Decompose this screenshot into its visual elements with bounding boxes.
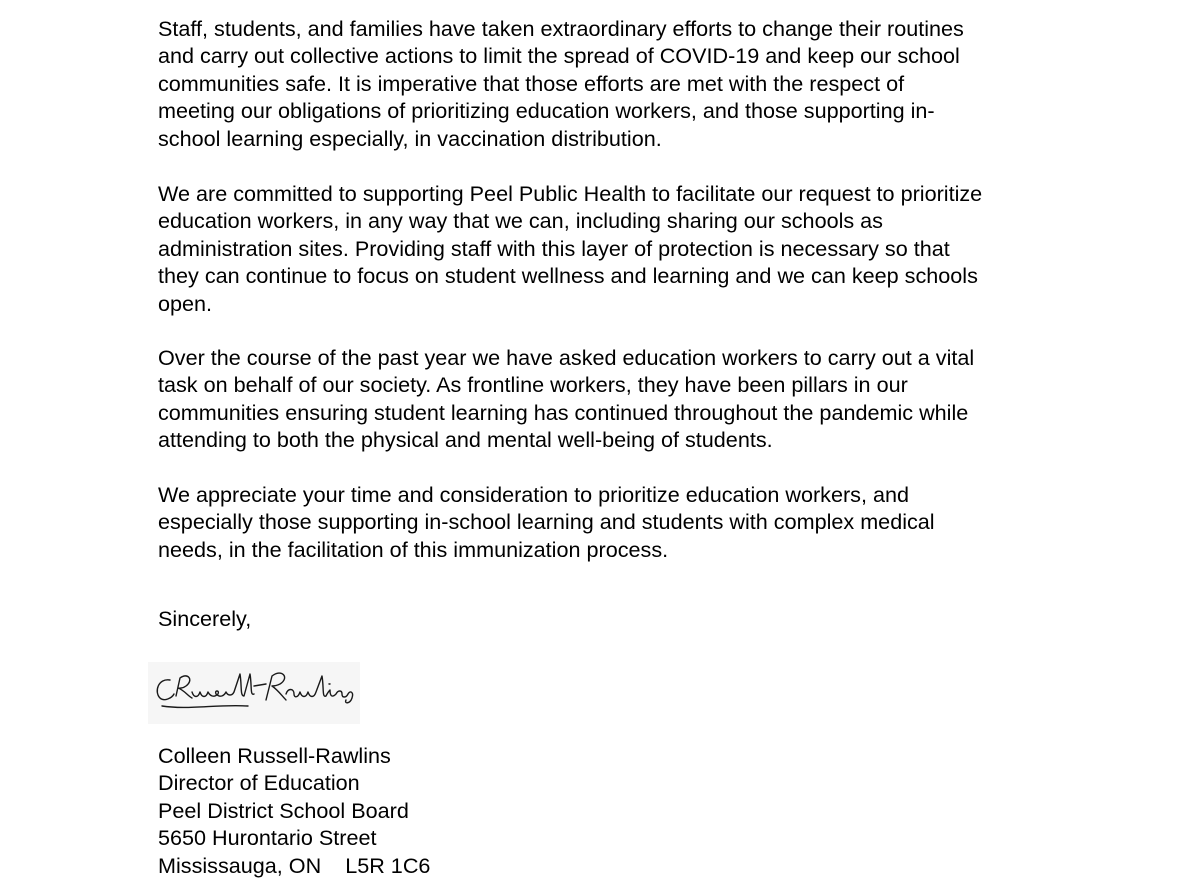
signature-block [158, 742, 430, 879]
paragraph-peel-public-health: We are committed to supporting Peel Public Health to facilitate our request to prioritize education workers, in any way that we can, including sharing our schools as administration sites. Providing staff with this layer of protection is necessary so that they can continue to focus on student wellness and learning and we can keep schools open. [158, 181, 983, 316]
paragraph-frontline-workers: Over the course of the past year we have asked education workers to carry out a vital task on behalf of our society. As frontline workers, they have been pillars in our communities ensuring student learning has continued throughout the pandemic while attending to both the physical and mental well-being of students. [158, 345, 975, 453]
signatory-name: Colleen Russell-Rawlins [158, 743, 391, 768]
closing-salutation: Sincerely, [158, 606, 252, 631]
signatory-organization: Peel District School Board [158, 797, 409, 823]
signatory-title: Director of Education [158, 770, 360, 796]
signatory-street-address: 5650 Hurontario Street [158, 825, 377, 851]
paragraph-collective-efforts: Staff, students, and families have taken extraordinary efforts to change their routines and carry out collective actions to limit the spread of COVID-19 and keep our school communities safe. It is imperative that those efforts are met with the respect of meeting our obligations of prioritizing education workers, and those supporting in- school learning especially, in vaccination distribution. [158, 16, 964, 151]
paragraph-appreciation: We appreciate your time and consideration to prioritize education workers, and especially those supporting in-school learning and students with complex medical needs, in the facilitation of this immunization process. [158, 482, 935, 562]
signatory-city-postal: Mississauga, ON L5R 1C6 [158, 852, 431, 878]
handwritten-signature-icon [148, 662, 360, 724]
